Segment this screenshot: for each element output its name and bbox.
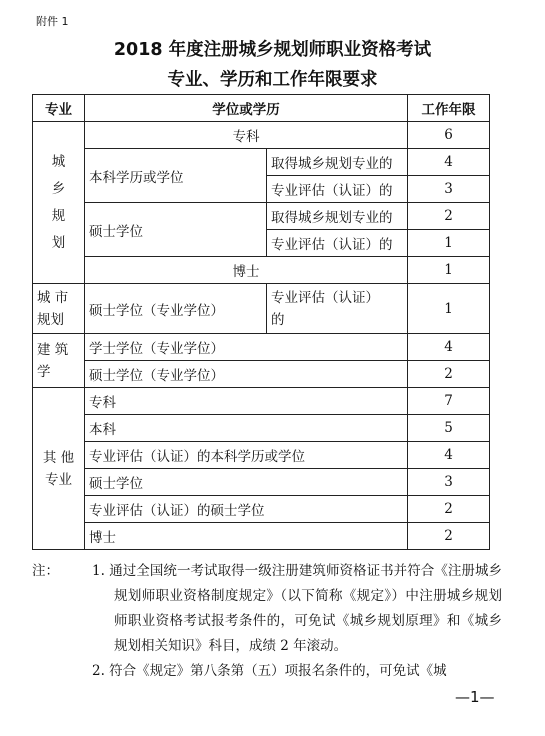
- degree-cell: 博士: [85, 523, 408, 550]
- degree-cell: 本科: [85, 415, 408, 442]
- degree-cell: 硕士学位（专业学位）: [85, 361, 408, 388]
- document-subtitle: 专业、学历和工作年限要求: [167, 70, 378, 90]
- years-cell: 2: [408, 203, 490, 230]
- years-cell: 5: [408, 415, 490, 442]
- degree-cell: 硕士学位: [85, 469, 408, 496]
- major-architecture: 建 筑 学: [33, 334, 85, 388]
- years-cell: 7: [408, 388, 490, 415]
- requirements-table: [32, 94, 490, 550]
- years-cell: 4: [408, 334, 490, 361]
- table-row: [33, 122, 490, 149]
- notes-label: 注：: [32, 563, 59, 579]
- table-row: [33, 149, 490, 176]
- table-row: [33, 334, 490, 361]
- degree-cell: 硕士学位（专业学位）: [85, 284, 267, 334]
- years-cell: 1: [408, 230, 490, 257]
- major-other: 其 他 专业: [33, 388, 85, 550]
- table-row: [33, 203, 490, 230]
- years-cell: 2: [408, 523, 490, 550]
- degree-cell: 硕士学位: [85, 203, 267, 257]
- years-cell: 1: [408, 257, 490, 284]
- degree-cell: 本科学历或学位: [85, 149, 267, 203]
- degree-cell: 学士学位（专业学位）: [85, 334, 408, 361]
- table-row: [33, 388, 490, 415]
- major-city-planning: 城 市 规划: [33, 284, 85, 334]
- years-cell: 4: [408, 442, 490, 469]
- page-number: —1—: [455, 688, 495, 706]
- note-2-text: 2. 符合《规定》第八条第（五）项报名条件的，可免试《城: [92, 663, 447, 679]
- condition-cell: 专业评估（认证）的: [267, 230, 408, 257]
- table-row: [33, 415, 490, 442]
- years-cell: 4: [408, 149, 490, 176]
- col-header-major: 专业: [33, 95, 85, 122]
- table-row: [33, 523, 490, 550]
- degree-cell: 专科: [85, 122, 408, 149]
- table-row: [33, 284, 490, 334]
- degree-cell: 专业评估（认证）的本科学历或学位: [85, 442, 408, 469]
- table-row: [33, 469, 490, 496]
- col-header-degree: 学位或学历: [85, 95, 408, 122]
- table-row: [33, 361, 490, 388]
- attachment-label: 附件 1: [36, 15, 69, 28]
- years-cell: 2: [408, 361, 490, 388]
- table-row: [33, 496, 490, 523]
- degree-cell: 专科: [85, 388, 408, 415]
- major-urban-rural-planning: 城 乡 规 划: [33, 122, 85, 284]
- notes-section: [32, 559, 502, 684]
- years-cell: 3: [408, 176, 490, 203]
- document-title: 2018 年度注册城乡规划师职业资格考试: [113, 40, 432, 60]
- condition-cell: 取得城乡规划专业的: [267, 203, 408, 230]
- degree-cell: 博士: [85, 257, 408, 284]
- header-row: [33, 95, 490, 122]
- col-header-years: 工作年限: [408, 95, 490, 122]
- note-item: [32, 559, 502, 659]
- years-cell: 3: [408, 469, 490, 496]
- years-cell: 1: [408, 284, 490, 334]
- condition-cell: 专业评估（认证） 的: [267, 284, 408, 334]
- degree-cell: 专业评估（认证）的硕士学位: [85, 496, 408, 523]
- table-row: [33, 442, 490, 469]
- years-cell: 6: [408, 122, 490, 149]
- condition-cell: 专业评估（认证）的: [267, 176, 408, 203]
- condition-cell: 取得城乡规划专业的: [267, 149, 408, 176]
- note-1-text: 1. 通过全国统一考试取得一级注册建筑师资格证书并符合《注册城乡规划师职业资格制度规定》（以下简称《规定》）中注册城乡规划师职业资格考试报考条件的，可免试《城乡规划原理》和《城乡规划相关知识》科目，成绩 2 年滚动。: [92, 563, 502, 654]
- note-item: [32, 659, 502, 684]
- table-row: [33, 257, 490, 284]
- years-cell: 2: [408, 496, 490, 523]
